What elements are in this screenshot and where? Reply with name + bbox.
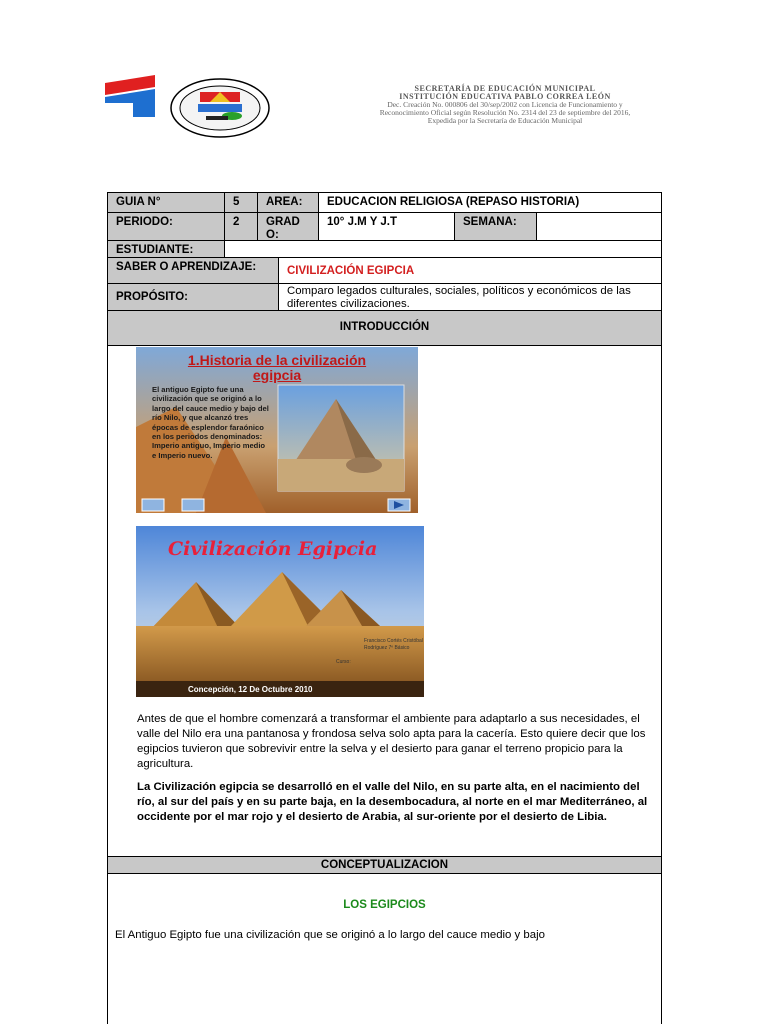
periodo-label: PERIODO: xyxy=(107,212,225,241)
flag-logo xyxy=(105,73,155,117)
history-slide-image xyxy=(136,347,418,513)
header-line-2: INSTITUCIÓN EDUCATIVA PABLO CORREA LEÓN xyxy=(399,92,611,101)
estudiante-label: ESTUDIANTE: xyxy=(107,240,225,258)
header-line-5: Expedida por la Secretaría de Educación Municipal xyxy=(427,116,583,125)
header-line-4: Reconocimiento Oficial según Resolución No. 2314 del 23 de septiembre del 2016, xyxy=(379,108,631,117)
periodo-value: 2 xyxy=(224,212,258,241)
header-line-3: Dec. Creación No. 000806 del 30/sep/2002 con Licencia de Funcionamiento y xyxy=(387,100,623,109)
area-label: AREA: xyxy=(257,192,319,213)
intro-paragraph-2: La Civilización egipcia se desarrolló en el valle del Nilo, en su parte alta, en el nacimiento del río, al sur del país y en su parte baja, en la desembocadura, al norte en el mar Mediterráneo, al occidente por el mar rojo y el desierto de Arabia, al sur-oriente por el desierto de Libia. xyxy=(137,781,648,823)
conceptualization-content xyxy=(107,874,662,1024)
slide2-title: Civilización Egipcia xyxy=(168,538,378,560)
estudiante-value[interactable] xyxy=(224,240,662,258)
school-seal-logo xyxy=(170,78,270,138)
grado-label: GRAD O: xyxy=(257,212,319,241)
header-line-1: SECRETARÍA DE EDUCACIÓN MUNICIPAL xyxy=(414,84,596,93)
guia-value: 5 xyxy=(224,192,258,213)
proposito-label: PROPÓSITO: xyxy=(107,283,279,311)
intro-paragraph-1: Antes de que el hombre comenzará a transformar el ambiente para adaptarlo a sus necesidades, el valle del Nilo era una pantanosa y frondosa selva solo apta para la cacería. Esto quiere decir que los egipcios tuvieron que sobrevivir entre la selva y el desierto para ganar el terreno propicio para la agricultura. xyxy=(137,713,646,770)
slide2-credits: Francisco Cortés Cristóbal Rodríguez 7º Básico xyxy=(364,638,423,651)
slide2-curso: Curso: xyxy=(336,659,351,665)
slide1-text: El antiguo Egipto fue una civilización que se originó a lo largo del cauce medio y bajo del río Nilo, y que alcanzó tres épocas de esplendor faraónico en los periodos denominados: Imperio antiguo, Imperio medio e Imperio nuevo. xyxy=(152,385,269,460)
civilization-slide-image xyxy=(136,526,424,697)
proposito-value: Comparo legados culturales, sociales, políticos y económicos de las diferentes civilizaciones. xyxy=(278,283,662,311)
grado-value: 10° J.M Y J.T xyxy=(318,212,455,241)
guia-label: GUIA N° xyxy=(107,192,225,213)
slide2-footer: Concepción, 12 De Octubre 2010 xyxy=(188,685,313,694)
area-value: EDUCACION RELIGIOSA (REPASO HISTORIA) xyxy=(318,192,662,213)
egipcios-title: LOS EGIPCIOS xyxy=(343,899,426,911)
semana-value[interactable] xyxy=(536,212,662,241)
introduccion-heading: INTRODUCCIÓN xyxy=(107,310,662,346)
institution-header xyxy=(290,85,720,125)
semana-label: SEMANA: xyxy=(454,212,537,241)
saber-value: CIVILIZACIÓN EGIPCIA xyxy=(278,257,662,284)
conceptualizacion-heading: CONCEPTUALIZACION xyxy=(107,856,662,874)
egipcios-text: El Antiguo Egipto fue una civilización que se originó a lo largo del cauce medio y bajo xyxy=(115,929,545,941)
saber-label: SABER O APRENDIZAJE: xyxy=(107,257,279,284)
slide1-title: 1.Historia de la civilización egipcia xyxy=(187,352,367,383)
